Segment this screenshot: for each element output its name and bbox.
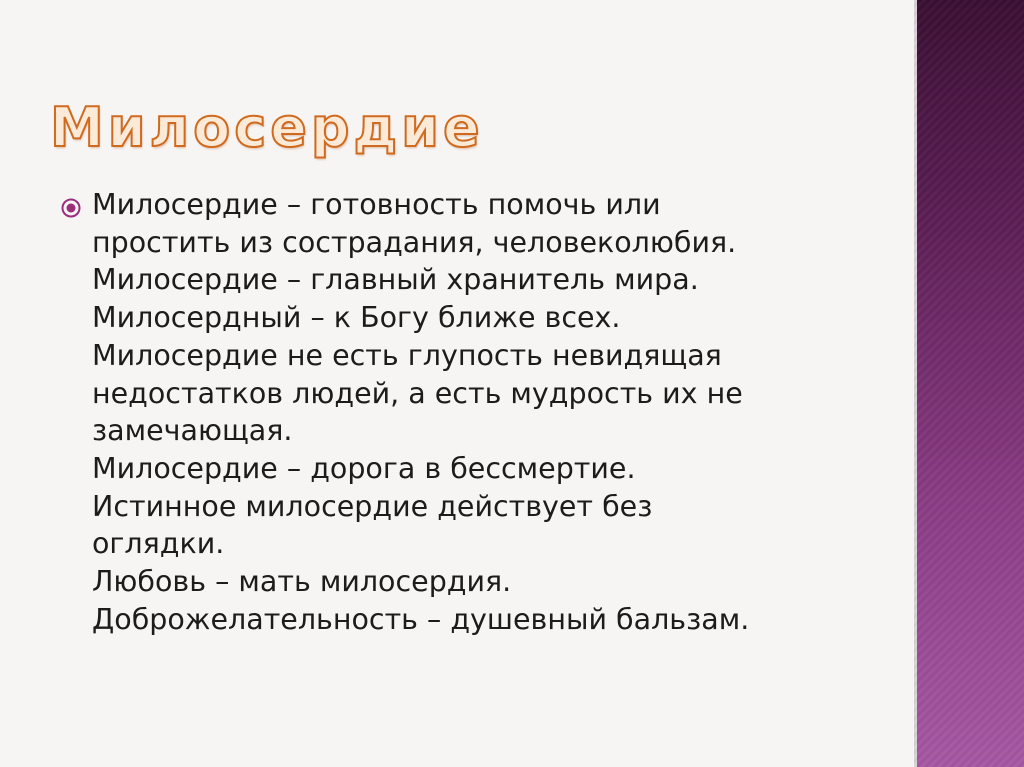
text-line: Доброжелательность – душевный бальзам.	[92, 602, 750, 636]
text-line: Милосердие не есть глупость невидящая	[92, 338, 722, 372]
text-line: Милосердие – главный хранитель мира.	[92, 263, 699, 297]
text-line: Любовь – мать милосердия.	[92, 565, 512, 599]
text-line: замечающая.	[92, 414, 293, 448]
side-decorative-band	[914, 0, 1024, 767]
text-line: оглядки.	[92, 527, 225, 561]
text-line: Истинное милосердие действует без	[92, 489, 653, 523]
side-band-texture	[914, 0, 1024, 767]
bullet-text	[92, 186, 749, 638]
slide-body	[60, 186, 880, 638]
text-line: Милосердный – к Богу ближе всех.	[92, 301, 621, 335]
text-line: простить из сострадания, человеколюбия.	[92, 225, 737, 259]
text-line: Милосердие – готовность помочь или	[92, 188, 661, 221]
bullet-item	[60, 186, 880, 638]
text-line: недостатков людей, а есть мудрость их не	[92, 376, 743, 410]
text-line: Милосердие – дорога в бессмертие.	[92, 451, 636, 485]
slide-title: Милосердие	[50, 96, 484, 159]
radio-circle-bullet-icon	[60, 197, 82, 219]
